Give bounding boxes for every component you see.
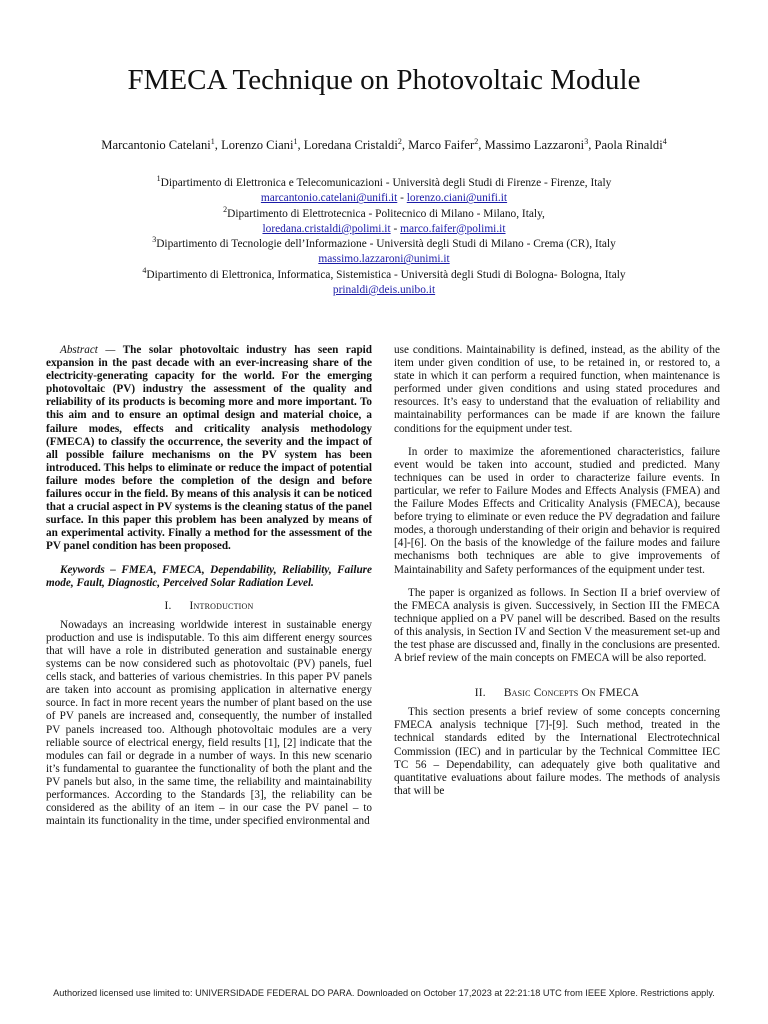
abstract-lead: Abstract — bbox=[60, 344, 116, 356]
affiliation: $^2$Dipartimento di Elettrotecnica - Politecnico di Milano - Milano, Italy, bbox=[223, 204, 545, 220]
affiliation: $^3$Dipartimento di Tecnologie dell’Informazione - Università degli Studi di Milano - Crema (CR), Italy bbox=[152, 235, 616, 251]
email-link[interactable]: prinaldi@deis.unibo.it bbox=[332, 284, 436, 297]
section-heading: II. Basic Concepts On FMECA bbox=[474, 687, 640, 700]
author: Loredana Cristaldi$^2$ bbox=[303, 136, 402, 152]
left-column bbox=[46, 344, 372, 838]
author-list: Marcantonio Catelani$^1$, Lorenzo Ciani$^1$, Loredana Cristaldi$^2$, Marco Faifer$^2$, Massimo Lazzaroni$^3$, Paola Rinaldi$^4$ bbox=[101, 136, 667, 152]
email-link[interactable]: lorenzo.ciani@unifi.it bbox=[406, 192, 508, 205]
paragraph: This section presents a brief review of some concepts concerning FMECA analysis technique [7]-[9]. Such method, treated in the technical standards edited by the International Electrotechnical Commission (IEC) and in particular by the Technical Committee IEC TC 56 – Dependability, can adequately give both qualitative and quantitative evaluations about failure modes. The methods of analysis that will be bbox=[394, 706, 720, 797]
paper-title: FMECA Technique on Photovoltaic Module bbox=[127, 64, 641, 96]
abstract-body: The solar photovoltaic industry has seen rapid expansion in the past decade with an ever-increasing share of the electricity-generating capacity for the world. For the emerging photovoltaic (PV) industry the assessment of the quality and reliability of its products is becoming more and more important. To this aim and to ensure an optimal design and material choice, a failure modes, effects and criticality analysis methodology (FMECA) to classify the occurrence, the severity and the impact of all possible failure mechanisms on the PV system has been introduced. This helps to eliminate or reduce the impact of potential failure modes before the completion of the design and before failures occur in the field. By means of this analysis it can be noticed that a crucial aspect in PV systems is the cleaning status of the panel surface. In this paper this problem has been analyzed by means of an experimental activity. Finally a method for the assessment of the PV panel condition has been proposed. bbox=[46, 344, 373, 553]
email-link[interactable]: massimo.lazzaroni@unimi.it bbox=[318, 253, 450, 266]
keywords: Keywords – FMEA, FMECA, Dependability, Reliability, Failure mode, Fault, Diagnostic, Perceived Solar Radiation Level. bbox=[46, 563, 372, 589]
license-footer: Authorized licensed use limited to: UNIVERSIDADE FEDERAL DO PARA. Downloaded on October 17,2023 at 22:21:18 UTC from IEEE Xplore. Restrictions apply. bbox=[53, 988, 715, 998]
affiliation: $^1$Dipartimento di Elettronica e Telecomunicazioni - Università degli Studi di Firenze - Firenze, Italy bbox=[156, 174, 612, 189]
affiliation-emails bbox=[40, 283, 728, 298]
paragraph: Nowadays an increasing worldwide interest in sustainable energy production and use is indisputable. To this aim different energy sources that will have a role in distributed generation and sustainable energy systems can be now considered such as photovoltaic (PV) panels, fuel cells stack, and batteries of various chemistries. In this paper PV panels are taken into account as promising application in alternative energy source. In fact in more recent years the number of plant based on the use of PV panels are increased and, consequently, the number of installed PV panels increased too. Although photovoltaic modules are a very reliable source of electrical energy, field results [1], [2] indicate that the modules can fail or degrade in a number of ways. In this new scenario it’s fundamental to guarantee the functionality of both the plant and the PV panels but also, in the same time, the reliability and maintainability performances. According to the Standards [3], the reliability can be considered as the ability of an item – in our case the PV panel – to maintain its functionality in the time, under specified environmental and bbox=[46, 618, 372, 828]
author: Marcantonio Catelani$^1$ bbox=[101, 136, 215, 152]
email-link[interactable]: marcantonio.catelani@unifi.it bbox=[260, 192, 398, 205]
paragraph: The paper is organized as follows. In Section II a brief overview of the FMECA analysis is given. Successively, in Section III the FMECA technique applied on a PV panel will be described. Based on the results of this analysis, in Section IV and Section V the measurement set-up and the test phase are discussed and, finally in the conclusions are presented. A brief review of the main concepts on FMECA will be also reported. bbox=[394, 586, 720, 665]
author: Paola Rinaldi$^4$ bbox=[594, 136, 667, 152]
section-heading: I. Introduction bbox=[164, 599, 254, 612]
affiliation: $^4$Dipartimento di Elettronica, Informatica, Sistemistica - Università degli Studi di Bologna- Bologna, Italy bbox=[142, 265, 626, 281]
right-column bbox=[394, 344, 720, 808]
abstract bbox=[46, 344, 372, 554]
paragraph: use conditions. Maintainability is defined, instead, as the ability of the item under given condition of use, to be retained in, or restored to, a state in which it can perform a required function, when maintenance is performed under given conditions and using stated procedures and resources. It’s easy to understand that the evaluation of reliability and maintainability performances can be made if are known the failure conditions for the equipment under test. bbox=[394, 344, 720, 435]
author: Marco Faifer$^2$ bbox=[408, 136, 479, 152]
author: Lorenzo Ciani$^1$ bbox=[221, 136, 298, 152]
author: Massimo Lazzaroni$^3$ bbox=[484, 136, 589, 152]
email-link[interactable]: loredana.cristaldi@polimi.it bbox=[262, 222, 391, 235]
paragraph: In order to maximize the aforementioned characteristics, failure event would be taken into account, studied and predicted. Many techniques can be used in order to characterize failure events. In particular, we refer to Failure Modes and Effects Analysis (FMEA) and the Failure Modes Effects and Criticality Analysis (FMECA), because before trying to eliminate or even reduce the PV degradation and failure modes, a thorough understanding of their origin and behavior is required [4]-[6]. On the basis of the knowledge of the failure modes and failure mechanisms both techniques are able to give improvements of Maintainability and Safety performances of the equipment under test. bbox=[394, 445, 720, 576]
affiliation-emails: loredana.cristaldi@polimi.it - marco.faifer@polimi.it bbox=[262, 222, 506, 235]
email-link[interactable]: marco.faifer@polimi.it bbox=[400, 222, 506, 235]
affiliation-emails: marcantonio.catelani@unifi.it - lorenzo.ciani@unifi.it bbox=[260, 192, 508, 205]
affiliations bbox=[40, 176, 728, 298]
